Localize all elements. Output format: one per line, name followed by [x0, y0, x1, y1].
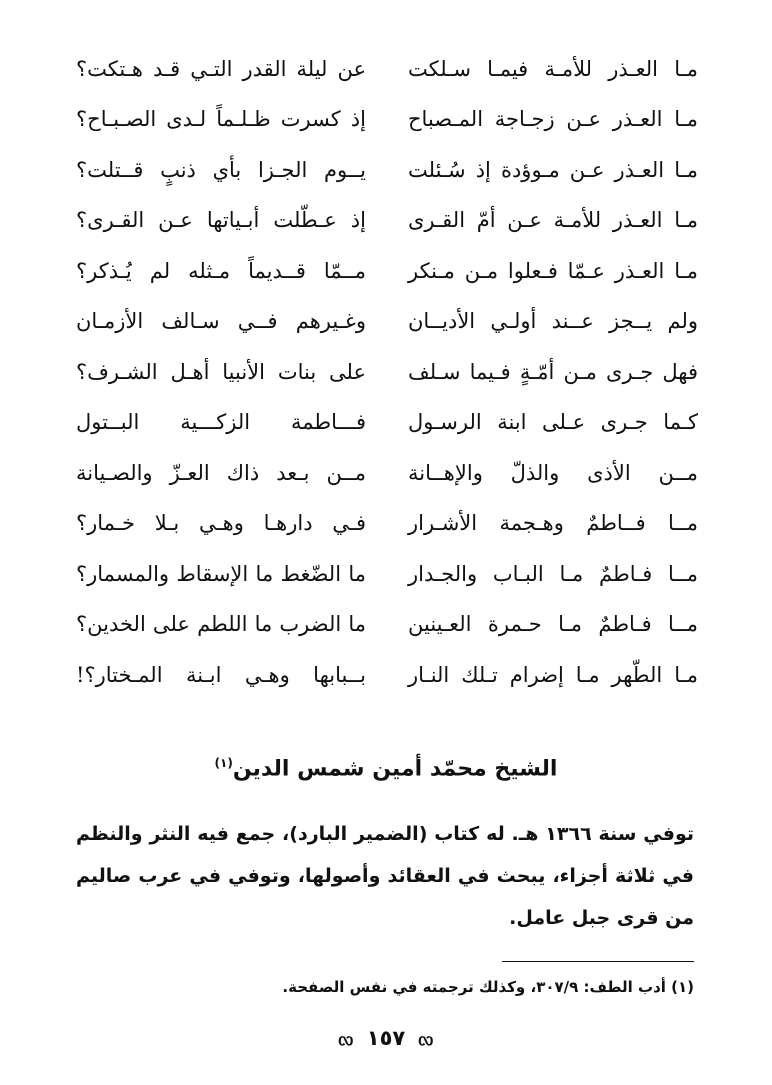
verse-second-hemistich: فـي دارهـا وهـي بـلا خـمار؟	[76, 511, 366, 536]
verse-first-hemistich: مـا العـذر عـمّا فـعلوا مـن مـنكر	[408, 258, 698, 283]
verse-first-hemistich: مـا الطّهر مـا إضرام تـلك النـار	[408, 662, 698, 687]
verse-second-hemistich: وغـيرهم فــي سـالف الأزمـان	[76, 309, 366, 334]
poem	[76, 44, 698, 701]
verse-row	[76, 297, 698, 348]
verse-second-hemistich: عن ليلة القدر التـي قـد هـتكت؟	[76, 56, 366, 81]
verse-first-hemistich: مــا فــاطمٌ وهـجمة الأشـرار	[408, 511, 698, 536]
heading-title: الشيخ محمّد أمين شمس الدين	[232, 756, 558, 782]
verse-second-hemistich: مــن بـعد ذاك العـزّ والصـيانة	[76, 460, 366, 485]
verse-first-hemistich: فهل جـرى مـن أمّـةٍ فـيما سـلف	[408, 359, 698, 384]
verse-row	[76, 347, 698, 398]
biography-paragraph: توفي سنة ١٣٦٦ هـ. له كتاب (الضمير البارد)، جمع فيه النثر والنظم في ثلاثة أجزاء، يبحث في العقائد وأصولها، وتوفي في عرب صاليم من قرى جبل عامل.	[76, 823, 695, 929]
verse-second-hemistich: فـــاطمة الزكـــية البــتول	[76, 410, 366, 435]
verse-row	[76, 499, 698, 550]
footnote-divider	[502, 961, 694, 962]
verse-first-hemistich: مــا فـاطمٌ مـا حـمرة العـينين	[408, 612, 698, 637]
verse-second-hemistich: على بنات الأنبيا أهـل الشـرف؟	[76, 359, 366, 384]
verse-row	[76, 600, 698, 651]
verse-first-hemistich: مـا العـذر عـن مـوؤدة إذ سُـئلت	[408, 157, 698, 182]
page-number: ١٥٧	[366, 1026, 406, 1050]
verse-row	[76, 650, 698, 701]
verse-row	[76, 246, 698, 297]
verse-row	[76, 448, 698, 499]
verse-first-hemistich: مــن الأذى والذلّ والإهــانة	[408, 460, 698, 485]
verse-row	[76, 549, 698, 600]
verse-second-hemistich: مــمّا قــديماً مـثله لم يُـذكر؟	[76, 258, 366, 283]
verse-row	[76, 95, 698, 146]
verse-second-hemistich: إذ عـطّلت أبـياتها عـن القـرى؟	[76, 208, 366, 233]
verse-first-hemistich: ولم يــجز عــند أولـي الأديــان	[408, 309, 698, 334]
verse-first-hemistich: مـا العـذر للأمـة فيمـا سـلكت	[408, 56, 698, 81]
footnote: (١) أدب الطف: ٣٠٧/٩، وكذلك ترجمته في نفس الصفحة.	[282, 978, 694, 996]
verse-first-hemistich: كـما جـرى عـلى ابنة الرسـول	[408, 410, 698, 435]
verse-second-hemistich: يــوم الجـزا بأي ذنبٍ قــتلت؟	[76, 157, 366, 182]
verse-second-hemistich: ما الضّغط ما الإسقاط والمسمار؟	[76, 561, 366, 586]
page-footer	[0, 1026, 772, 1051]
verse-second-hemistich: ما الضرب ما اللطم على الخدين؟	[76, 612, 366, 637]
verse-first-hemistich: مـا العـذر للأمـة عـن أمّ القـرى	[408, 208, 698, 233]
ornament-left-icon: ᦟ	[338, 1029, 354, 1050]
verse-second-hemistich: إذ كسرت ظـلـماً لـدى الصـبـاح؟	[76, 107, 366, 132]
footnote-marker: (١)	[214, 756, 233, 770]
verse-second-hemistich: بــبابها وهـي ابـنة المـختار؟!	[76, 662, 366, 687]
verse-row	[76, 145, 698, 196]
verse-first-hemistich: مــا فـاطمٌ مـا البـاب والجـدار	[408, 561, 698, 586]
verse-row	[76, 196, 698, 247]
verse-first-hemistich: مـا العـذر عـن زجـاجة المـصباح	[408, 107, 698, 132]
verse-row	[76, 398, 698, 449]
verse-row	[76, 44, 698, 95]
ornament-right-icon: ᦟ	[418, 1029, 434, 1050]
section-heading	[0, 756, 772, 781]
